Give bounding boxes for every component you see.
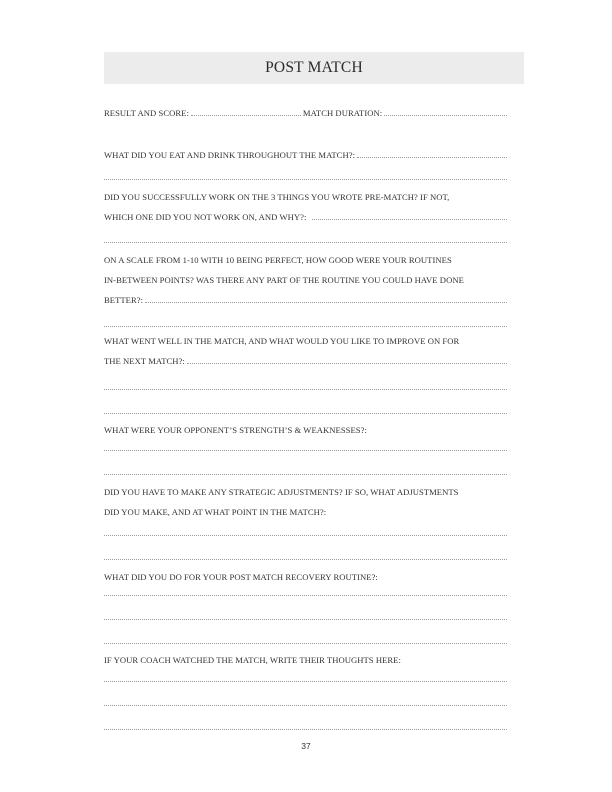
answer-line[interactable] (104, 535, 507, 536)
answer-line[interactable] (104, 450, 507, 451)
question-routines-label-3: BETTER?: (104, 295, 144, 305)
answer-line[interactable] (104, 643, 507, 644)
question-went-well-label-1: WHAT WENT WELL IN THE MATCH, AND WHAT WOULD YOU LIKE TO IMPROVE ON FOR (104, 336, 460, 346)
answer-line[interactable] (187, 363, 507, 364)
question-routines-label-1: ON A SCALE FROM 1-10 WITH 10 BEING PERFECT, HOW GOOD WERE YOUR ROUTINES (104, 255, 452, 265)
question-pre-match-things-label-1: DID YOU SUCCESSFULLY WORK ON THE 3 THINGS YOU WROTE PRE-MATCH? IF NOT, (104, 192, 450, 202)
answer-line[interactable] (104, 595, 507, 596)
question-food-drink (104, 149, 507, 161)
question-coach-label: IF YOUR COACH WATCHED THE MATCH, WRITE THEIR THOUGHTS HERE: (104, 655, 401, 665)
answer-line[interactable] (145, 302, 507, 303)
question-routines-cont-2 (104, 294, 507, 306)
result-score-field[interactable] (191, 115, 301, 116)
answer-line[interactable] (312, 219, 507, 220)
question-went-well (104, 335, 507, 347)
answer-line[interactable] (104, 619, 507, 620)
question-opponent-label: WHAT WERE YOUR OPPONENT’S STRENGTH’S & WEAKNESSES?: (104, 425, 367, 435)
question-routines-label-2: IN-BETWEEN POINTS? WAS THERE ANY PART OF THE ROUTINE YOU COULD HAVE DONE (104, 275, 464, 285)
question-routines-cont (104, 274, 507, 286)
answer-line[interactable] (104, 681, 507, 682)
question-coach (104, 654, 507, 666)
question-routines (104, 254, 507, 266)
question-strategic-label-2: DID YOU MAKE, AND AT WHAT POINT IN THE MATCH?: (104, 507, 327, 517)
question-pre-match-things-label-2: WHICH ONE DID YOU NOT WORK ON, AND WHY?: (104, 212, 307, 222)
answer-line[interactable] (104, 179, 507, 180)
answer-line[interactable] (104, 413, 507, 414)
question-recovery (104, 571, 507, 583)
answer-line[interactable] (104, 705, 507, 706)
question-strategic-label-1: DID YOU HAVE TO MAKE ANY STRATEGIC ADJUSTMENTS? IF SO, WHAT ADJUSTMENTS (104, 487, 459, 497)
page-number: 37 (301, 741, 311, 751)
answer-line[interactable] (104, 389, 507, 390)
question-strategic (104, 486, 507, 498)
match-duration-field[interactable] (384, 115, 507, 116)
question-pre-match-things (104, 191, 507, 203)
answer-line[interactable] (104, 559, 507, 560)
answer-line[interactable] (104, 729, 507, 730)
question-recovery-label: WHAT DID YOU DO FOR YOUR POST MATCH RECOVERY ROUTINE?: (104, 572, 378, 582)
question-strategic-cont (104, 506, 507, 518)
match-duration-label: MATCH DURATION: (302, 108, 383, 118)
answer-line[interactable] (357, 157, 507, 158)
result-score-label: RESULT AND SCORE: (104, 108, 189, 118)
result-duration-row (104, 107, 507, 119)
question-opponent (104, 424, 507, 436)
answer-line[interactable] (104, 474, 507, 475)
answer-line[interactable] (104, 242, 507, 243)
page-title: POST MATCH (104, 52, 524, 84)
question-went-well-cont (104, 355, 507, 367)
question-food-drink-label: WHAT DID YOU EAT AND DRINK THROUGHOUT THE MATCH?: (104, 150, 356, 160)
question-went-well-label-2: THE NEXT MATCH?: (104, 356, 185, 366)
question-pre-match-things-cont (104, 211, 507, 223)
answer-line[interactable] (104, 326, 507, 327)
